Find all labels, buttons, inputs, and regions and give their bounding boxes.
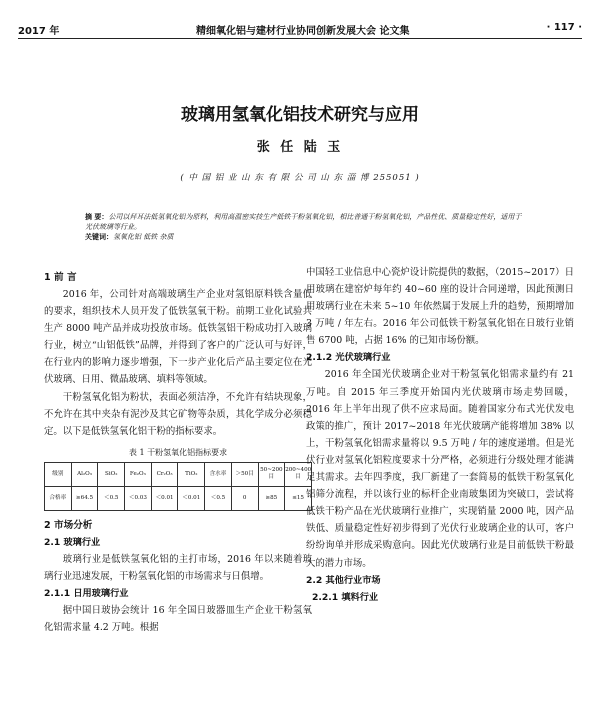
keywords-label: 关键词： <box>85 232 113 241</box>
paragraph: 玻璃行业是低铁氢氧化铝的主打市场，2016 年以来随着玻璃行业迅速发展，干粉氢氧化铝的市场需求与日俱增。 <box>44 553 312 582</box>
left-column <box>44 269 312 636</box>
table-header-cell: Cr₂O₃ <box>151 462 178 486</box>
table-cell: 合格率 <box>45 486 72 510</box>
subsection-heading: 2.2 其他行业市场 <box>306 574 381 586</box>
abstract-block <box>85 212 525 242</box>
section-heading: 1 前 言 <box>44 272 77 283</box>
table-header-cell: Fe₂O₃ <box>125 462 152 486</box>
table-header-row <box>45 462 312 486</box>
subsection-heading: 2.1.2 光伏玻璃行业 <box>306 352 391 364</box>
table-cell: ＜0.01 <box>151 486 178 510</box>
abstract-label: 摘 要： <box>85 212 109 221</box>
spec-table <box>44 462 312 511</box>
paragraph: 2016 年全国光伏玻璃企业对干粉氢氧化铝需求量约有 21 万吨。自 2015 年三季度开始国内光伏玻璃市场走势回暖，2016 年上半年出现了供不应求局面。随着国家分布式光伏发电政策的推广，预计 2017~2018 年光伏玻璃产能将增加 38% 以上，干粉氢氧化铝需求量将以 9.5 万吨 / 年的速度递增。但是光伏行业对氢氧化铝粒度要求十分严格，必须进行分级处理才能满足其需求。去年四季度，我厂新建了一套简易的低铁干粉氢氧化铝筛分流程，并以该行业的标杆企业南玻集团为突破口，尝试将低铁干粉产品在光伏玻璃行业推广，实现销量 2000 吨，因产品铁低、质量稳定性好初步得到了光伏行业玻璃企业的认可，客户纷纷询单并形成采购意向。因此光伏玻璃行业是目前低铁干粉最大的潜力市场。 <box>306 369 574 569</box>
header-rule <box>18 38 582 39</box>
table-cell: 0 <box>231 486 258 510</box>
table-cell: ＜0.01 <box>178 486 205 510</box>
table-cell: ≥64.5 <box>71 486 98 510</box>
paragraph: 干粉氢氧化铝为粉状，表面必须洁净，不允许有结块现象，不允许在其中夹杂有泥沙及其它矿物等杂质，其化学成分必须稳定。以下是低铁氢氧化铝干粉的指标要求。 <box>44 391 312 437</box>
table-header-cell: 级别 <box>45 462 72 486</box>
subsection-heading: 2.1.1 日用玻璃行业 <box>44 588 129 600</box>
table-cell: ＜0.03 <box>125 486 152 510</box>
table-row <box>45 486 312 510</box>
table-header-cell: 含水率 <box>205 462 232 486</box>
table-header-cell: Al₂O₃ <box>71 462 98 486</box>
table-cell: ＜0.5 <box>205 486 232 510</box>
article-affiliation: ( 中 国 铝 业 山 东 有 限 公 司 山 东 淄 博 255051 ) <box>180 173 420 183</box>
table-header-cell: ＞50目 <box>231 462 258 486</box>
header-page-number: · 117 · <box>546 22 582 33</box>
header-year: 2017 年 <box>18 26 60 37</box>
paragraph: 中国轻工业信息中心瓷炉设计院提供的数据，（2015~2017）日用玻璃在建窑炉每年约 40~60 座的设计合同递增，因此预测日用玻璃行业在未来 5~10 年依然属于发展上升的趋势，预期增加 3 万吨 / 年左右。2016 年公司低铁干粉氢氧化铝在日玻行业销售 6700 吨，占据 16% 的已知市场份额。 <box>306 267 574 347</box>
table-cell: ≥85 <box>258 486 285 510</box>
keywords-text: 氢氧化铝 低铁 杂质 <box>113 233 174 241</box>
table-header-cell: 50~200目 <box>258 462 285 486</box>
table-caption: 表 1 干粉氢氧化铝指标要求 <box>128 447 228 457</box>
table-header-cell: 200~400目 <box>285 462 312 486</box>
table-cell: ＜0.5 <box>98 486 125 510</box>
subsection-heading: 2.2.1 填料行业 <box>312 591 379 603</box>
table-header-cell: TiO₂ <box>178 462 205 486</box>
table-cell: ≤15 <box>285 486 312 510</box>
paragraph: 据中国日玻协会统计 16 年全国日玻器皿生产企业干粉氢氧化铝需求量 4.2 万吨。根据 <box>44 605 312 634</box>
header-conference: 精细氧化铝与建材行业协同创新发展大会 论文集 <box>196 26 410 37</box>
article-authors: 张 任 陆 玉 <box>256 140 344 155</box>
abstract-text: 公司以拜耳法低氢氧化铝为原料，利用高温密实技生产低铁干粉氢氧化铝，相比普通干粉氢氧化铝，产品性优、质量稳定性好，适用于光伏玻璃等行业。 <box>85 213 522 231</box>
section-heading: 2 市场分析 <box>44 519 93 531</box>
right-column <box>306 264 574 606</box>
table-header-cell: SiO₂ <box>98 462 125 486</box>
article-title: 玻璃用氢氧化铝技术研究与应用 <box>181 105 419 125</box>
subsection-heading: 2.1 玻璃行业 <box>44 536 101 548</box>
paragraph: 2016 年，公司针对高端玻璃生产企业对氢铝原料铁含量低的要求，组织技术人员开发了低铁氢氧干粉。前期工业化试验共生产 8000 吨产品并成功投放市场。低铁氢铝干粉成功打入玻璃行业，树立“山铝低铁”品牌，并得到了客户的广泛认可与好评，在行业内的影响力逐步增强，下一步产业化后产品主要定位在光伏玻璃、日用、微晶玻璃、填料等领域。 <box>44 289 312 386</box>
running-header <box>18 22 582 38</box>
